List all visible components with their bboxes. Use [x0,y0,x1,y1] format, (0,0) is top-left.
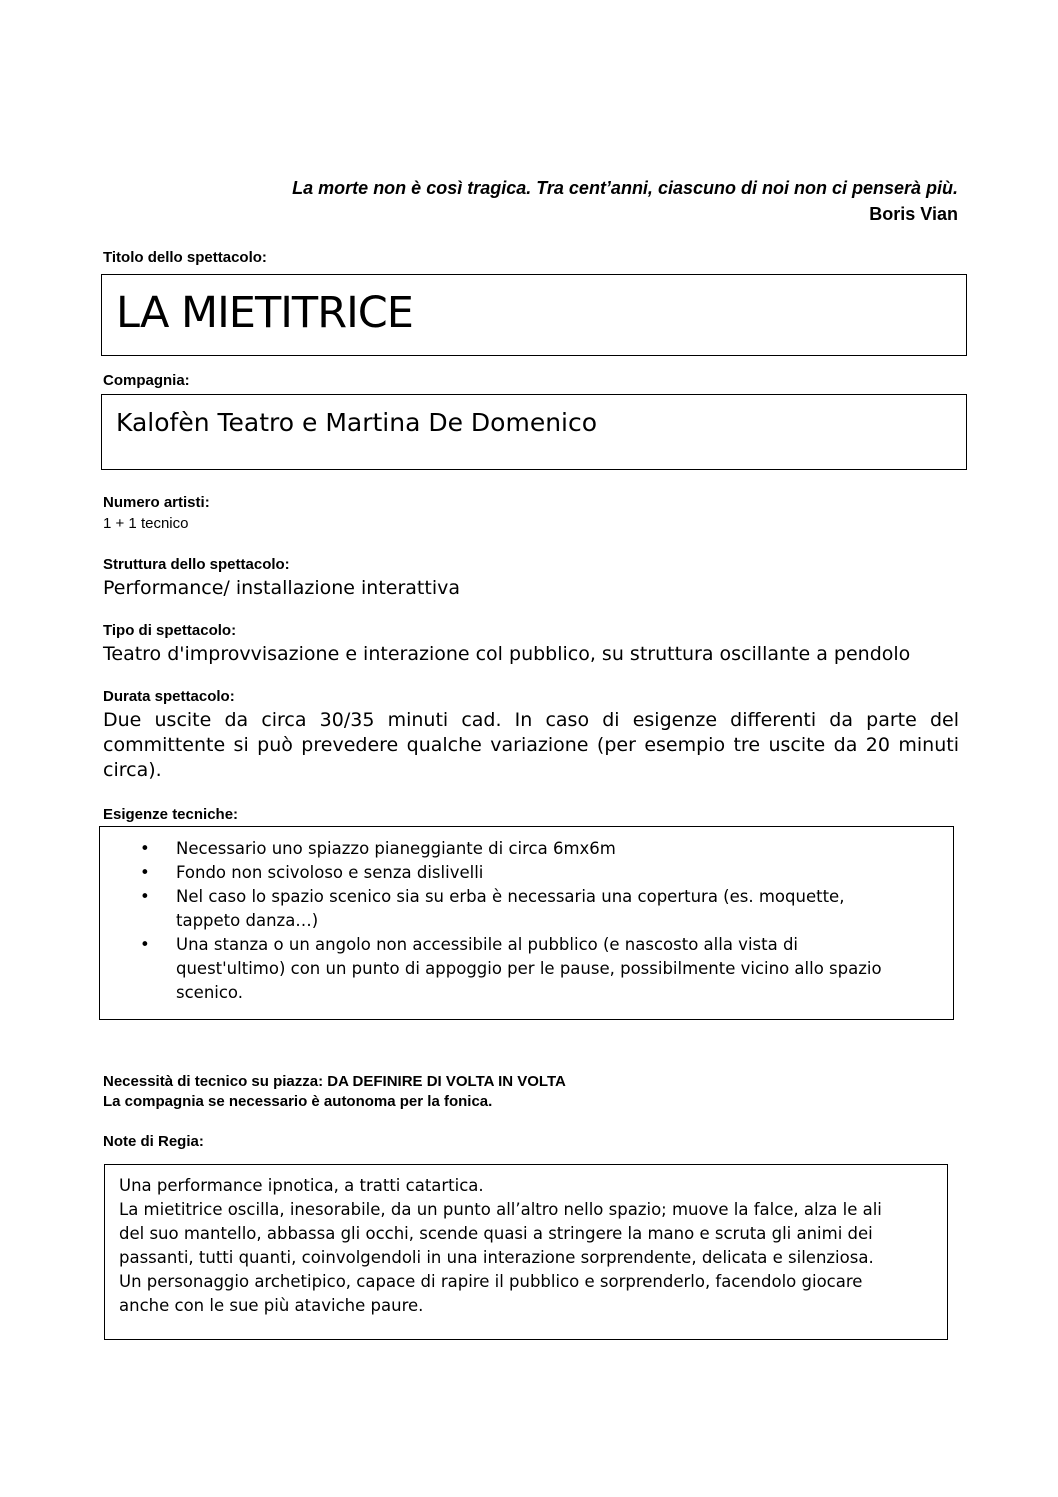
list-item: • Una stanza o un angolo non accessibile al pubblico (e nascosto alla vista di quest'ultimo) con un punto di appoggio per le pause, possibilmente vicino allo spazio scenico. [140,933,900,1005]
director-notes-box [104,1164,948,1340]
company-label: Compagnia: [103,372,190,389]
epigraph-author: Boris Vian [869,204,958,224]
list-item: • Necessario uno spiazzo pianeggiante di circa 6mx6m [140,837,900,861]
note-line: La mietitrice oscilla, inesorabile, da un punto all’altro nello spazio; muove la falce, alza le ali [119,1200,882,1219]
director-notes-label: Note di Regia: [103,1133,204,1150]
company-name: Kalofèn Teatro e Martina De Domenico [116,408,598,437]
note-line: del suo mantello, abbassa gli occhi, scende quasi a stringere la mano e scruta gli animi dei [119,1224,873,1243]
tech-requirements-list [140,837,900,1005]
note-line: anche con le sue più ataviche paure. [119,1296,424,1315]
tech-requirements-box [99,826,954,1020]
list-item: • Fondo non scivoloso e senza dislivelli [140,861,900,885]
show-title: LA MIETITRICE [116,288,413,338]
artists-label: Numero artisti: [103,494,210,511]
technician-note [103,1072,566,1112]
company-box [101,394,967,470]
type-value: Teatro d'improvvisazione e interazione col pubblico, su struttura oscillante a pendolo [103,643,911,665]
duration-label: Durata spettacolo: [103,688,235,705]
artists-value: 1 + 1 tecnico [103,515,189,532]
structure-value: Performance/ installazione interattiva [103,577,460,599]
tech-requirements-label: Esigenze tecniche: [103,806,239,823]
title-label: Titolo dello spettacolo: [103,249,267,266]
audio-autonomy: La compagnia se necessario è autonoma per la fonica. [103,1093,493,1110]
note-line: Un personaggio archetipico, capace di rapire il pubblico e sorprenderlo, facendolo giocare [119,1272,863,1291]
structure-label: Struttura dello spettacolo: [103,556,290,573]
director-notes-text [119,1174,929,1318]
note-line: Una performance ipnotica, a tratti catartica. [119,1176,484,1195]
duration-value: Due uscite da circa 30/35 minuti cad. In caso di esigenze differenti da parte del committente si può prevedere qualche variazione (per esempio tre uscite da 20 minuti circa). [103,709,959,781]
type-label: Tipo di spettacolo: [103,622,237,639]
list-item: • Nel caso lo spazio scenico sia su erba è necessaria una copertura (es. moquette, tappeto danza…) [140,885,900,933]
title-box [101,274,967,356]
epigraph-quote: La morte non è così tragica. Tra cent’anni, ciascuno di noi non ci penserà più. [292,178,958,198]
note-line: passanti, tutti quanti, coinvolgendoli in una interazione sorprendente, delicata e silenziosa. [119,1248,874,1267]
technician-need: Necessità di tecnico su piazza: DA DEFINIRE DI VOLTA IN VOLTA [103,1073,566,1090]
